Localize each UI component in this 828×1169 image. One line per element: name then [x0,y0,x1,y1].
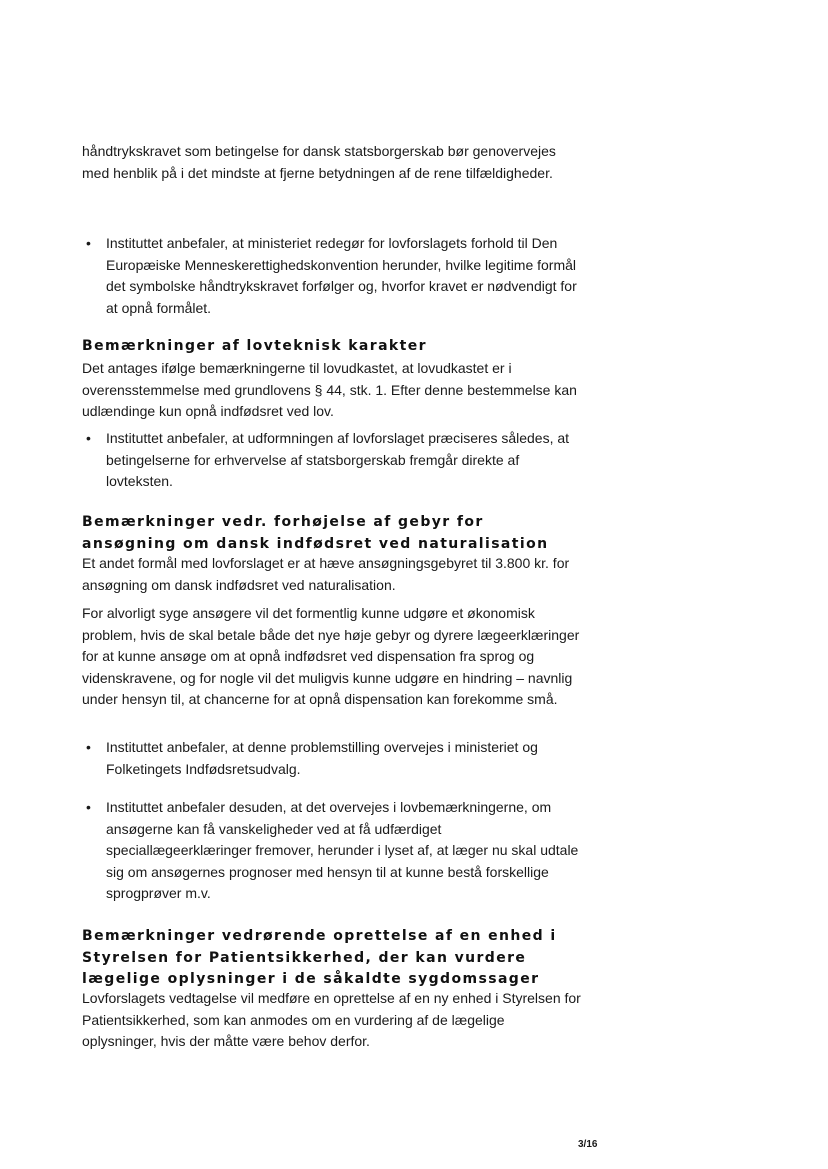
section-heading-patient-safety-unit: Bemærkninger vedrørende oprettelse af en enhed i Styrelsen for Patientsikkerhed, der kan vurdere lægelige oplysninger i de såkaldte sygdomssager [82,928,557,988]
section-heading-legislative-technical: Bemærkninger af lovteknisk karakter [82,338,427,354]
paragraph-constitution: Det antages ifølge bemærkningerne til lovudkastet, at lovudkastet er i overensstemmelse med grundlovens § 44, stk. 1. Efter denne bestemmelse kan udlændinge kun opnå indfødsret ved lov. [82,360,577,420]
bullet-text: Instituttet anbefaler, at udformningen af lovforslaget præciseres således, at betingelserne for erhvervelse af statsborgerskab fremgår direkte af lovteksten. [106,430,570,490]
bullet-text: Instituttet anbefaler desuden, at det overvejes i lovbemærkningerne, om ansøgerne kan få vanskeligheder ved at få udfærdiget speciallægeerklæringer fremover, herunder i lyset af, at læger nu skal udtale sig om ansøgernes prognoser med hensyn til at kunne bestå forskellige sprogprøver m.v. [106,799,579,902]
paragraph-handshake-requirement: håndtrykskravet som betingelse for dansk statsborgerskab bør genovervejes med henblik på i det mindste at fjerne betydningen af de rene tilfældigheder. [82,143,556,181]
bullet-recommendation-specialist-statements [82,797,582,905]
bullet-symbol: • [86,799,91,815]
bullet-recommendation-echr [82,233,582,319]
bullet-symbol: • [86,739,91,755]
bullet-text: Instituttet anbefaler, at denne problemstilling overvejes i ministeriet og Folketingets Indfødsretsudvalg. [106,739,538,777]
bullet-recommendation-committee [82,737,582,780]
page-number: 3/16 [578,1139,598,1150]
bullet-recommendation-legal-text [82,428,582,493]
bullet-symbol: • [86,235,91,251]
paragraph-ill-applicants: For alvorligt syge ansøgere vil det formentlig kunne udgøre et økonomisk problem, hvis de skal betale både det nye høje gebyr og dyrere lægeerklæringer for at kunne ansøge om at opnå indfødsret ved dispensation fra sprog og videnskravene, og for nogle vil det muligvis kunne udgøre en hindring – navnlig under hensyn til, at chancerne for at opnå dispensation kan forekomme små. [82,605,580,708]
paragraph-fee-increase: Et andet formål med lovforslaget er at hæve ansøgningsgebyret til 3.800 kr. for ansøgning om dansk indfødsret ved naturalisation. [82,555,570,593]
section-heading-fee-increase: Bemærkninger vedr. forhøjelse af gebyr for ansøgning om dansk indfødsret ved naturalisation [82,514,549,552]
bullet-text: Instituttet anbefaler, at ministeriet redegør for lovforslagets forhold til Den Europæiske Menneskerettighedskonvention herunder, hvilke legitime formål det symbolske håndtrykskravet forfølger og, hvorfor kravet er nødvendigt for at opnå formålet. [106,235,577,316]
paragraph-patient-safety-unit: Lovforslagets vedtagelse vil medføre en oprettelse af en ny enhed i Styrelsen for Patientsikkerhed, som kan anmodes om en vurdering af de lægelige oplysninger, hvis der måtte være behov derfor. [82,990,581,1050]
bullet-symbol: • [86,430,91,446]
